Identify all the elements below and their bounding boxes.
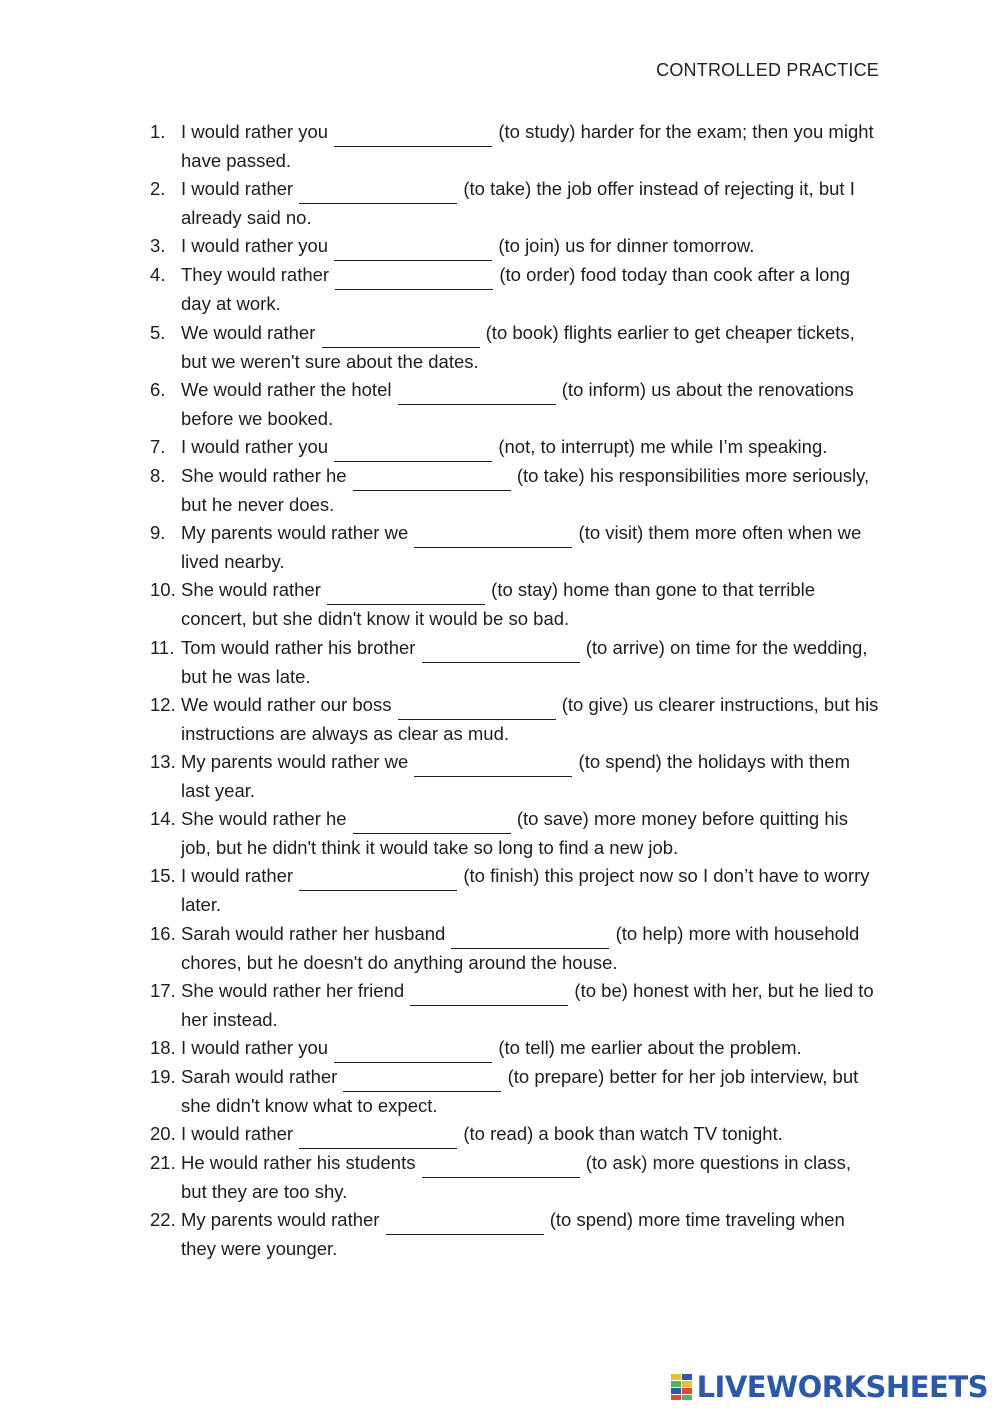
exercise-number: 11. xyxy=(150,636,175,658)
exercise-item xyxy=(150,175,880,232)
exercise-item xyxy=(150,862,880,919)
exercise-prompt-start: I would rather you xyxy=(181,121,334,142)
exercise-item xyxy=(150,805,880,862)
exercise-number: 18. xyxy=(150,1037,176,1059)
exercise-prompt-end: (to spend) more time traveling when they were younger. xyxy=(181,1209,850,1260)
exercise-prompt-end: (to arrive) on time for the wedding, but he was late. xyxy=(181,636,873,687)
answer-blank-input[interactable] xyxy=(299,183,457,204)
exercise-prompt-end: (to book) flights earlier to get cheaper tickets, but we weren't sure about the dates. xyxy=(181,321,860,372)
exercise-prompt-end: (to spend) the holidays with them last year. xyxy=(181,751,856,802)
exercise-prompt-end: (to take) his responsibilities more seriously, but he never does. xyxy=(181,465,875,516)
exercise-text xyxy=(181,805,880,862)
exercise-text xyxy=(181,1120,880,1149)
exercise-item xyxy=(150,691,884,748)
exercise-number: 17. xyxy=(150,979,176,1001)
answer-blank-input[interactable] xyxy=(299,870,457,891)
exercise-number: 7. xyxy=(150,436,166,458)
exercise-text xyxy=(181,576,880,633)
exercise-prompt-start: We would rather our boss xyxy=(181,693,397,715)
exercise-prompt-start: I would rather xyxy=(181,865,299,887)
exercise-number: 10. xyxy=(150,579,176,601)
answer-blank-input[interactable] xyxy=(398,384,556,405)
answer-blank-input[interactable] xyxy=(343,1071,501,1092)
exercise-item xyxy=(150,433,880,462)
exercise-item xyxy=(150,634,880,691)
exercise-prompt-start: My parents would rather xyxy=(181,1209,385,1231)
exercise-prompt-end: (to stay) home than gone to that terrible concert, but she didn't know it would be so bad. xyxy=(181,579,821,630)
page-title: CONTROLLED PRACTICE xyxy=(656,60,879,80)
answer-blank-input[interactable] xyxy=(386,1214,544,1235)
exercise-prompt-start: I would rather you xyxy=(181,1037,334,1059)
answer-blank-input[interactable] xyxy=(410,985,568,1006)
exercise-prompt-end: (to inform) us about the renovations before we booked. xyxy=(181,378,859,429)
exercise-number: 15. xyxy=(150,865,176,887)
answer-blank-input[interactable] xyxy=(334,1042,492,1063)
exercise-number: 1. xyxy=(150,121,166,142)
answer-blank-input[interactable] xyxy=(322,327,480,348)
exercise-prompt-end: (to tell) me earlier about the problem. xyxy=(493,1037,802,1059)
exercise-prompt-end: (to help) more with household chores, but he doesn't do anything around the house. xyxy=(181,922,865,973)
exercise-item xyxy=(150,1206,880,1263)
answer-blank-input[interactable] xyxy=(334,126,492,147)
exercise-item xyxy=(150,1149,880,1206)
exercise-prompt-end: (to give) us clearer instructions, but his instructions are always as clear as mud. xyxy=(181,693,884,744)
exercise-item xyxy=(150,118,880,175)
answer-blank-input[interactable] xyxy=(414,527,572,548)
exercise-prompt-start: We would rather the hotel xyxy=(181,378,397,400)
exercise-prompt-end: (to take) the job offer instead of rejecting it, but I already said no. xyxy=(181,178,860,229)
exercise-number: 14. xyxy=(150,808,176,830)
exercise-number: 4. xyxy=(150,264,166,286)
exercise-number: 3. xyxy=(150,235,166,257)
answer-blank-input[interactable] xyxy=(353,813,511,834)
answer-blank-input[interactable] xyxy=(414,756,572,777)
exercise-text xyxy=(181,977,880,1034)
exercise-text xyxy=(181,175,880,232)
exercise-text xyxy=(181,1149,880,1206)
exercise-text xyxy=(181,519,880,576)
answer-blank-input[interactable] xyxy=(422,1157,580,1178)
exercise-prompt-start: I would rather you xyxy=(181,436,334,458)
exercise-text xyxy=(181,376,880,433)
exercise-item xyxy=(150,1120,880,1149)
exercise-number: 5. xyxy=(150,321,166,343)
exercise-number: 20. xyxy=(150,1123,176,1145)
exercise-number: 8. xyxy=(150,465,166,487)
exercise-prompt-start: Tom would rather his brother xyxy=(181,636,421,658)
exercise-prompt-end: (to read) a book than watch TV tonight. xyxy=(458,1123,783,1145)
exercise-text xyxy=(181,634,880,691)
exercise-prompt-start: Sarah would rather her husband xyxy=(181,922,451,944)
exercise-text xyxy=(181,261,880,318)
answer-blank-input[interactable] xyxy=(353,470,511,491)
liveworksheets-logo-icon xyxy=(671,1374,693,1400)
exercise-item xyxy=(150,977,880,1034)
answer-blank-input[interactable] xyxy=(398,699,556,720)
exercise-item xyxy=(150,1034,880,1063)
exercise-text xyxy=(181,462,880,519)
exercise-prompt-start: They would rather xyxy=(181,264,335,286)
exercise-number: 6. xyxy=(150,378,166,400)
exercise-item xyxy=(150,519,880,576)
exercise-text xyxy=(181,748,880,805)
exercise-prompt-start: I would rather xyxy=(181,1123,299,1145)
exercise-prompt-start: She would rather he xyxy=(181,465,352,487)
exercise-prompt-end: (to join) us for dinner tomorrow. xyxy=(493,235,755,257)
exercise-prompt-start: She would rather xyxy=(181,579,327,601)
exercise-number: 9. xyxy=(150,522,166,544)
exercise-text xyxy=(181,433,880,462)
answer-blank-input[interactable] xyxy=(335,269,493,290)
exercise-prompt-start: My parents would rather we xyxy=(181,522,414,544)
exercise-prompt-end: (to save) more money before quitting his job, but he didn't think it would take so long to find a new job. xyxy=(181,808,854,859)
answer-blank-input[interactable] xyxy=(299,1128,457,1149)
exercise-item xyxy=(150,462,880,519)
brand-logo xyxy=(671,1370,988,1404)
exercise-number: 13. xyxy=(150,751,176,773)
exercise-prompt-start: I would rather xyxy=(181,178,299,200)
exercise-list xyxy=(150,118,884,1264)
exercise-text xyxy=(181,232,880,261)
exercise-prompt-end: (to visit) them more often when we lived nearby. xyxy=(181,522,867,573)
exercise-prompt-start: We would rather xyxy=(181,321,321,343)
exercise-prompt-start: He would rather his students xyxy=(181,1152,421,1174)
exercise-text xyxy=(181,1034,880,1063)
exercise-text xyxy=(181,118,880,175)
answer-blank-input[interactable] xyxy=(327,584,485,605)
answer-blank-input[interactable] xyxy=(451,928,609,949)
exercise-number: 2. xyxy=(150,178,166,200)
exercise-item xyxy=(150,232,880,261)
exercise-number: 12. xyxy=(150,693,176,715)
exercise-text xyxy=(181,319,880,376)
exercise-prompt-end: (to study) harder for the exam; then you might have passed. xyxy=(181,121,879,171)
exercise-prompt-end: (to ask) more questions in class, but they are too shy. xyxy=(181,1152,857,1203)
exercise-number: 19. xyxy=(150,1066,176,1088)
exercise-number: 22. xyxy=(150,1209,176,1231)
exercise-item xyxy=(150,748,880,805)
exercise-prompt-start: She would rather he xyxy=(181,808,352,830)
exercise-prompt-end: (to order) food today than cook after a long day at work. xyxy=(181,264,856,315)
exercise-item xyxy=(150,576,880,633)
exercise-item xyxy=(150,319,880,376)
exercise-prompt-start: I would rather you xyxy=(181,235,334,257)
exercise-item xyxy=(150,261,880,318)
exercise-text xyxy=(181,691,884,748)
exercise-number: 16. xyxy=(150,922,176,944)
exercise-text xyxy=(181,1063,880,1120)
exercise-prompt-end: (to prepare) better for her job interview, but she didn't know what to expect. xyxy=(181,1066,864,1117)
exercise-prompt-end: (to finish) this project now so I don’t have to worry later. xyxy=(181,865,875,916)
exercise-item xyxy=(150,376,880,433)
exercise-text xyxy=(181,862,880,919)
exercise-text xyxy=(181,1206,880,1263)
exercise-number: 21. xyxy=(150,1152,176,1174)
exercise-text xyxy=(181,920,880,977)
answer-blank-input[interactable] xyxy=(334,240,492,261)
exercise-prompt-start: Sarah would rather xyxy=(181,1066,343,1088)
answer-blank-input[interactable] xyxy=(422,642,580,663)
brand-name: LIVEWORKSHEETS xyxy=(696,1370,988,1404)
exercise-item xyxy=(150,920,880,977)
exercise-prompt-start: My parents would rather we xyxy=(181,751,414,773)
exercise-item xyxy=(150,1063,880,1120)
exercise-prompt-start: She would rather her friend xyxy=(181,979,410,1001)
exercise-prompt-end: (not, to interrupt) me while I’m speaking. xyxy=(493,436,828,458)
exercise-prompt-end: (to be) honest with her, but he lied to her instead. xyxy=(181,979,879,1030)
answer-blank-input[interactable] xyxy=(334,441,492,462)
